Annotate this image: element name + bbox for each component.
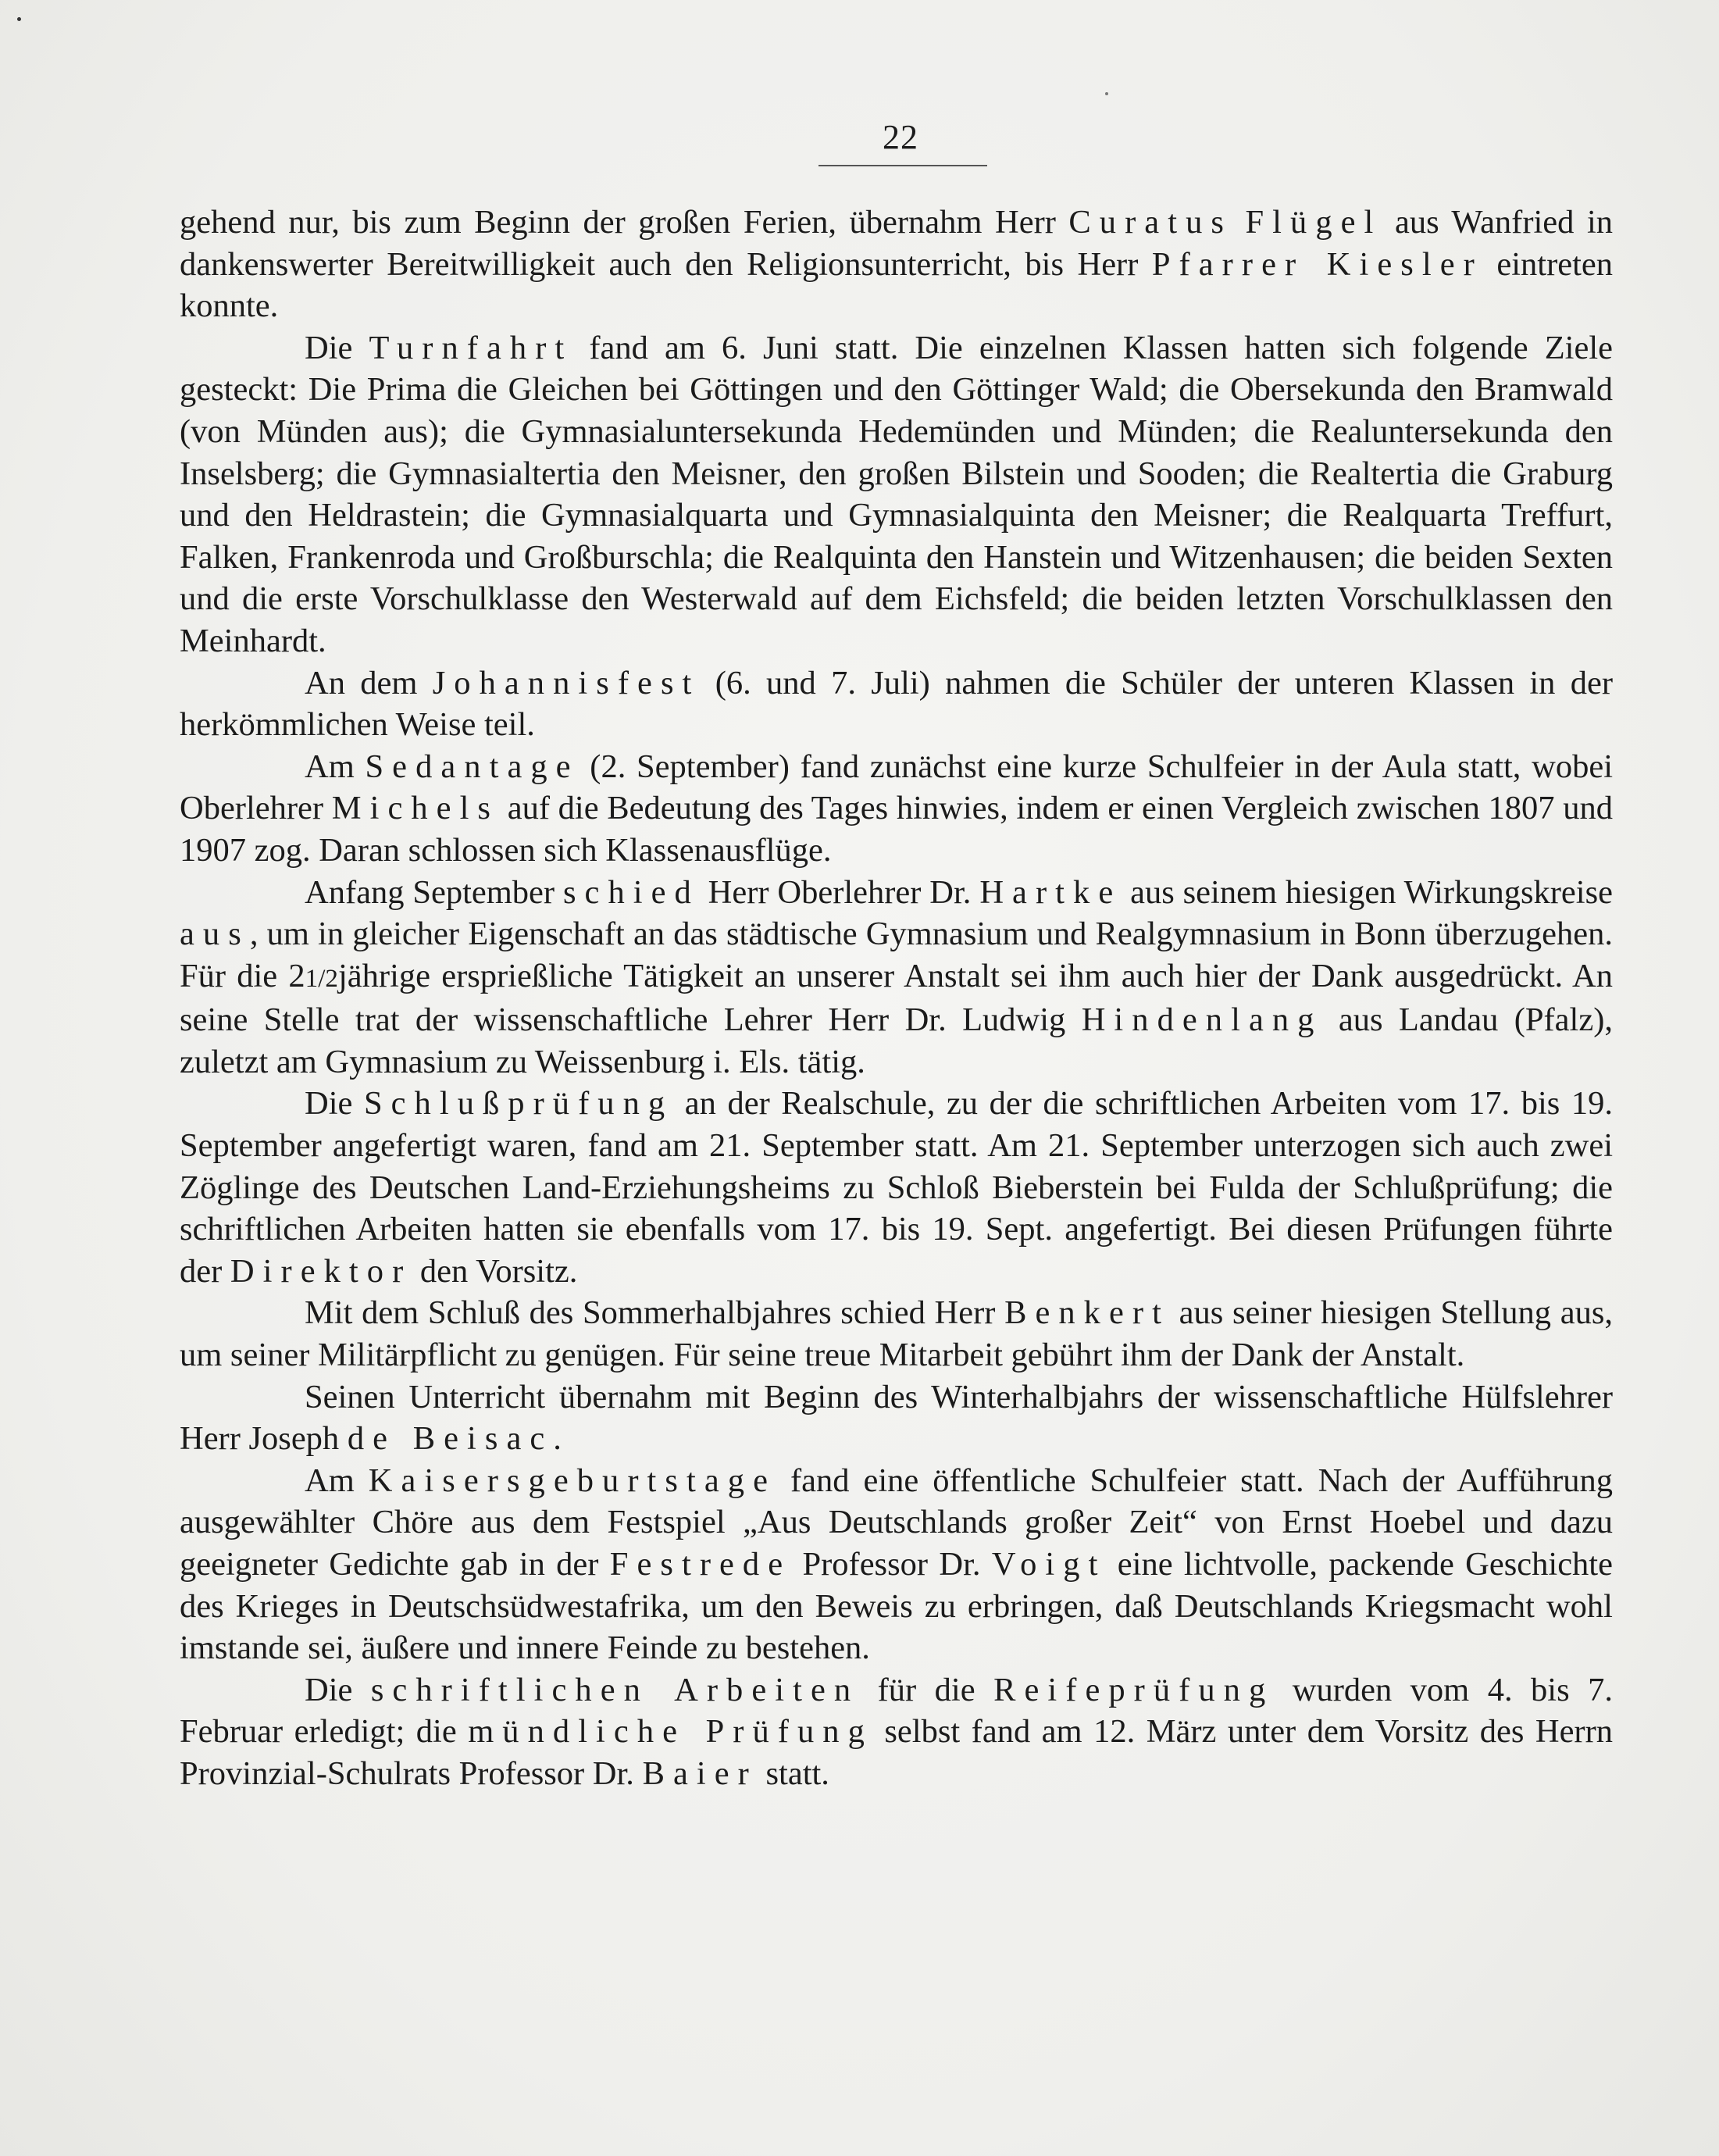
spaced-emphasis: Festrede xyxy=(609,1546,792,1583)
spaced-emphasis: Kaisersgeburtstage xyxy=(368,1462,776,1499)
spaced-emphasis: Turnfahrt xyxy=(369,329,573,366)
spaced-emphasis: aus xyxy=(180,916,250,953)
spaced-emphasis: Hartke xyxy=(979,873,1122,911)
paragraph xyxy=(180,872,1613,1083)
paragraph xyxy=(180,1292,1613,1376)
text-run: Die xyxy=(305,1671,371,1708)
spaced-emphasis: de Beisac xyxy=(347,1420,554,1458)
paragraph xyxy=(180,1460,1613,1669)
text-run: Professor Dr. xyxy=(791,1546,992,1583)
spaced-emphasis: schied xyxy=(562,873,700,911)
text-run xyxy=(1232,204,1246,241)
text-run: wurden vom 4. bis 7. Februar erledigt; die xyxy=(180,1671,1613,1751)
text-run: an der Realschule, zu der die schriftlichen Arbeiten vom 17. bis 19. September angefertigt waren, fand am 21. September statt. Am 21. September unterzogen sich auch zwei Zöglinge des Deutschen Land-Erziehungsheims zu Schloß Bieberstein bei Fulda der Schlußprüfung; die schriftlichen Arbeiten hatten sie ebenfalls vom 17. bis 19. Sept. angefertigt. Bei diesen Prüfungen führte der xyxy=(180,1085,1613,1290)
text-run: , um in gleicher Eigenschaft an das städtische Gymnasium und Realgymnasium in Bonn überzugehen. Für die 2 xyxy=(180,916,1613,994)
text-run: eine lichtvolle, packende Geschichte des Krieges in Deutschsüdwestafrika, um den Beweis zu erbringen, daß Deutschlands Kriegsmacht wohl imstande sei, äußere und innere Feinde zu bestehen. xyxy=(180,1546,1613,1667)
text-run: fand am 6. Juni statt. Die einzelnen Klassen hatten sich folgende Ziele gesteckt: Die Prima die Gleichen bei Göttingen und den Göttinger Wald; die Obersekunda den Bramwald (von Münden aus); die Gymnasialuntersekunda Hedemünden und Münden; die Realuntersekunda den Inselsberg; die Gymnasialtertia den Meisner, den großen Bilstein und Sooden; die Realtertia die Graburg und den Heldrastein; die Gymnasialquarta und Gymnasialquinta den Meisner; die Realquarta Treffurt, Falken, Frankenroda und Großburschla; die Realquinta den Hanstein und Witzenhausen; die beiden Sexten und die erste Vorschulklasse den Westerwald auf dem Eichsfeld; die beiden letzten Vorschulklassen den Meinhardt. xyxy=(180,329,1613,659)
paragraph xyxy=(180,662,1613,746)
spaced-emphasis: Flügel xyxy=(1245,204,1382,241)
text-run: Seinen Unterricht übernahm mit Beginn des Winterhalbjahrs der wissenschaftliche Hülfslehrer Herr Joseph xyxy=(180,1378,1613,1458)
text-run: statt. xyxy=(757,1754,829,1792)
fraction: 1/2 xyxy=(305,963,338,993)
paragraph xyxy=(180,746,1613,872)
spaced-emphasis: schriftlichen Arbeiten xyxy=(370,1671,860,1708)
paragraph xyxy=(180,1083,1613,1292)
text-run: Anfang September xyxy=(305,873,563,911)
text-run: . xyxy=(553,1420,562,1458)
text-run: (6. und 7. Juli) nahmen die Schüler der unteren Klassen in der herkömmlichen Weise teil. xyxy=(180,664,1613,744)
text-run: Herr Oberlehrer Dr. xyxy=(699,873,980,911)
text-run: (2. September) fand zunächst eine kurze Schulfeier in der Aula statt, wobei Oberlehrer xyxy=(180,748,1613,827)
spaced-emphasis: Baier xyxy=(642,1754,758,1792)
spaced-emphasis: Schlußprüfung xyxy=(363,1085,674,1123)
spaced-emphasis: Sedantage xyxy=(365,748,580,785)
spaced-emphasis: Michels xyxy=(331,790,500,827)
spaced-emphasis: Hindenlang xyxy=(1081,1001,1323,1039)
text-run: fand eine öffentliche Schulfeier statt. Nach der Aufführung ausgewählter Chöre aus dem Festspiel „Aus Deutschlands großer Zeit“ von Ernst Hoebel und dazu geeigneter Gedichte gab in der xyxy=(180,1462,1613,1583)
spaced-emphasis: mündliche Prüfung xyxy=(468,1713,873,1751)
spaced-emphasis: Curatus xyxy=(1068,204,1232,241)
paragraph xyxy=(180,327,1613,662)
text-run: aus Landau (Pfalz), zuletzt am Gymnasium zu Weissenburg i. Els. tätig. xyxy=(180,1001,1613,1080)
text-run: auf die Bedeutung des Tages hinwies, indem er einen Vergleich zwischen 1807 und 1907 zog. Daran schlossen sich Klassenausflüge. xyxy=(180,790,1613,869)
spaced-emphasis: Reifeprüfung xyxy=(993,1671,1275,1708)
spaced-emphasis: Johannisfest xyxy=(432,664,701,701)
text-run: An dem xyxy=(305,664,433,701)
text-run: Mit dem Schluß des Sommerhalbjahres schied Herr xyxy=(305,1294,1005,1332)
text-run: Am xyxy=(305,748,366,785)
page-number-rule xyxy=(818,165,987,166)
spaced-emphasis: Benkert xyxy=(1004,1294,1170,1332)
text-run: für die xyxy=(859,1671,994,1708)
text-run: aus Wanfried in dankenswerter Bereitwilligkeit auch den Religionsunterricht, bis Herr xyxy=(180,204,1613,283)
spaced-emphasis: Direktor xyxy=(230,1252,412,1290)
spaced-emphasis: Voigt xyxy=(991,1546,1107,1583)
print-speck xyxy=(17,17,21,21)
body-text xyxy=(180,202,1613,1795)
text-run: jährige ersprießliche Tätigkeit an unserer Anstalt sei ihm auch hier der Dank ausgedrückt. An seine Stelle trat der wissenschaftliche Lehrer Herr Dr. Ludwig xyxy=(180,957,1613,1039)
text-run: Die xyxy=(305,1085,364,1123)
text-run: aus seiner hiesigen Stellung aus, um seiner Militärpflicht zu genügen. Für seine treue Mitarbeit gebührt ihm der Dank der Anstalt. xyxy=(180,1294,1613,1374)
paragraph xyxy=(180,1376,1613,1460)
text-run: Am xyxy=(305,1462,369,1499)
page-number: 22 xyxy=(883,118,918,156)
text-run: selbst fand am 12. März unter dem Vorsitz des Herrn Provinzial-Schulrats Professor Dr. xyxy=(180,1713,1613,1792)
text-run: den Vorsitz. xyxy=(412,1252,578,1290)
spaced-emphasis: Pfarrer Kiesler xyxy=(1151,245,1483,283)
paragraph xyxy=(180,1669,1613,1795)
text-run: aus seinem hiesigen Wirkungskreise xyxy=(1122,873,1613,911)
text-run: Die xyxy=(305,329,369,366)
text-run: gehend nur, bis zum Beginn der großen Ferien, übernahm Herr xyxy=(180,204,1069,241)
text-run: eintreten konnte. xyxy=(180,245,1614,325)
print-speck xyxy=(1105,92,1108,95)
paragraph xyxy=(180,202,1613,327)
